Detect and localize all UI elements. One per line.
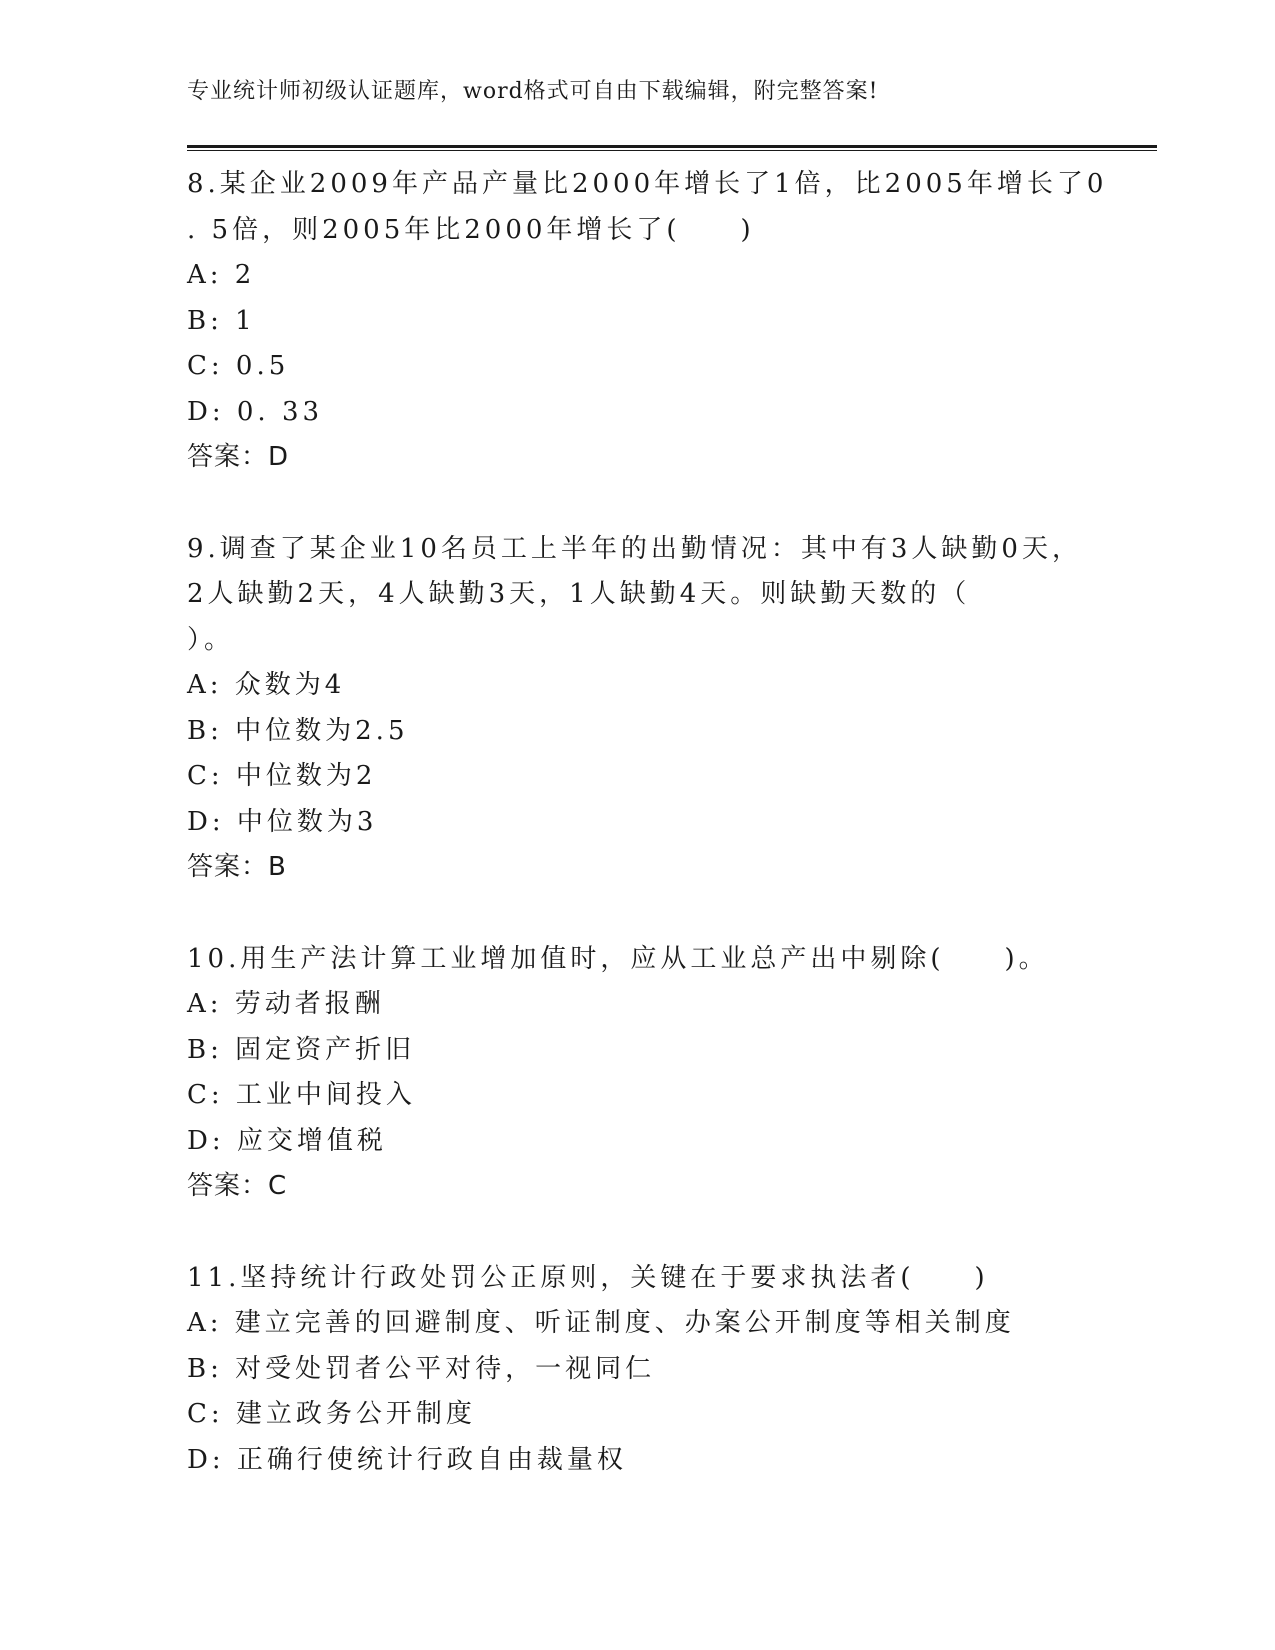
- option-c: C: 0.5: [187, 351, 290, 381]
- option-d: D: 正确行使统计行政自由裁量权: [187, 1444, 627, 1475]
- question-stem-line: 2人缺勤2天，4人缺勤3天，1人缺勤4天。则缺勤天数的（: [187, 579, 971, 609]
- page-header: 专业统计师初级认证题库，word格式可自由下载编辑，附完整答案!: [187, 79, 879, 104]
- option-b: B: 中位数为2.5: [187, 715, 409, 746]
- option-b: B: 对受处罚者公平对待，一视同仁: [187, 1353, 656, 1384]
- question-11: [187, 1256, 1087, 1484]
- question-9: [187, 527, 1087, 891]
- option-a: A: 劳动者报酬: [187, 989, 385, 1019]
- question-stem-line: 9.调查了某企业10名员工上半年的出勤情况：其中有3人缺勤0天，: [187, 533, 1082, 564]
- question-stem-line: 10.用生产法计算工业增加值时，应从工业总产出中剔除( )。: [187, 943, 1049, 974]
- option-a: A: 2: [187, 260, 256, 290]
- option-b: B: 1: [187, 305, 256, 336]
- option-d: D: 中位数为3: [187, 806, 378, 837]
- answer-label: 答案：C: [187, 1171, 288, 1201]
- question-stem-line: 11.坚持统计行政处罚公正原则，关键在于要求执法者( ): [187, 1262, 989, 1293]
- option-c: C: 工业中间投入: [187, 1080, 416, 1110]
- header-rule-thick: [187, 145, 1157, 148]
- question-stem-line: . 5倍，则2005年比2000年增长了( ): [187, 214, 755, 245]
- question-10: [187, 937, 1087, 1210]
- question-stem-line: ）。: [187, 624, 235, 655]
- answer-label: 答案：D: [187, 442, 290, 472]
- option-c: C: 中位数为2: [187, 761, 377, 791]
- option-d: D: 0. 33: [187, 396, 324, 427]
- question-8: [187, 162, 1108, 481]
- option-d: D: 应交增值税: [187, 1125, 387, 1156]
- option-a: A: 建立完善的回避制度、听证制度、办案公开制度等相关制度: [187, 1308, 1015, 1338]
- question-list: [187, 162, 1108, 1529]
- option-a: A: 众数为4: [187, 670, 346, 700]
- answer-label: 答案：B: [187, 852, 287, 882]
- question-stem-line: 8.某企业2009年产品产量比2000年增长了1倍，比2005年增长了0: [187, 169, 1108, 199]
- header-rule-thin: [187, 150, 1157, 151]
- option-b: B: 固定资产折旧: [187, 1034, 416, 1065]
- option-c: C: 建立政务公开制度: [187, 1399, 476, 1429]
